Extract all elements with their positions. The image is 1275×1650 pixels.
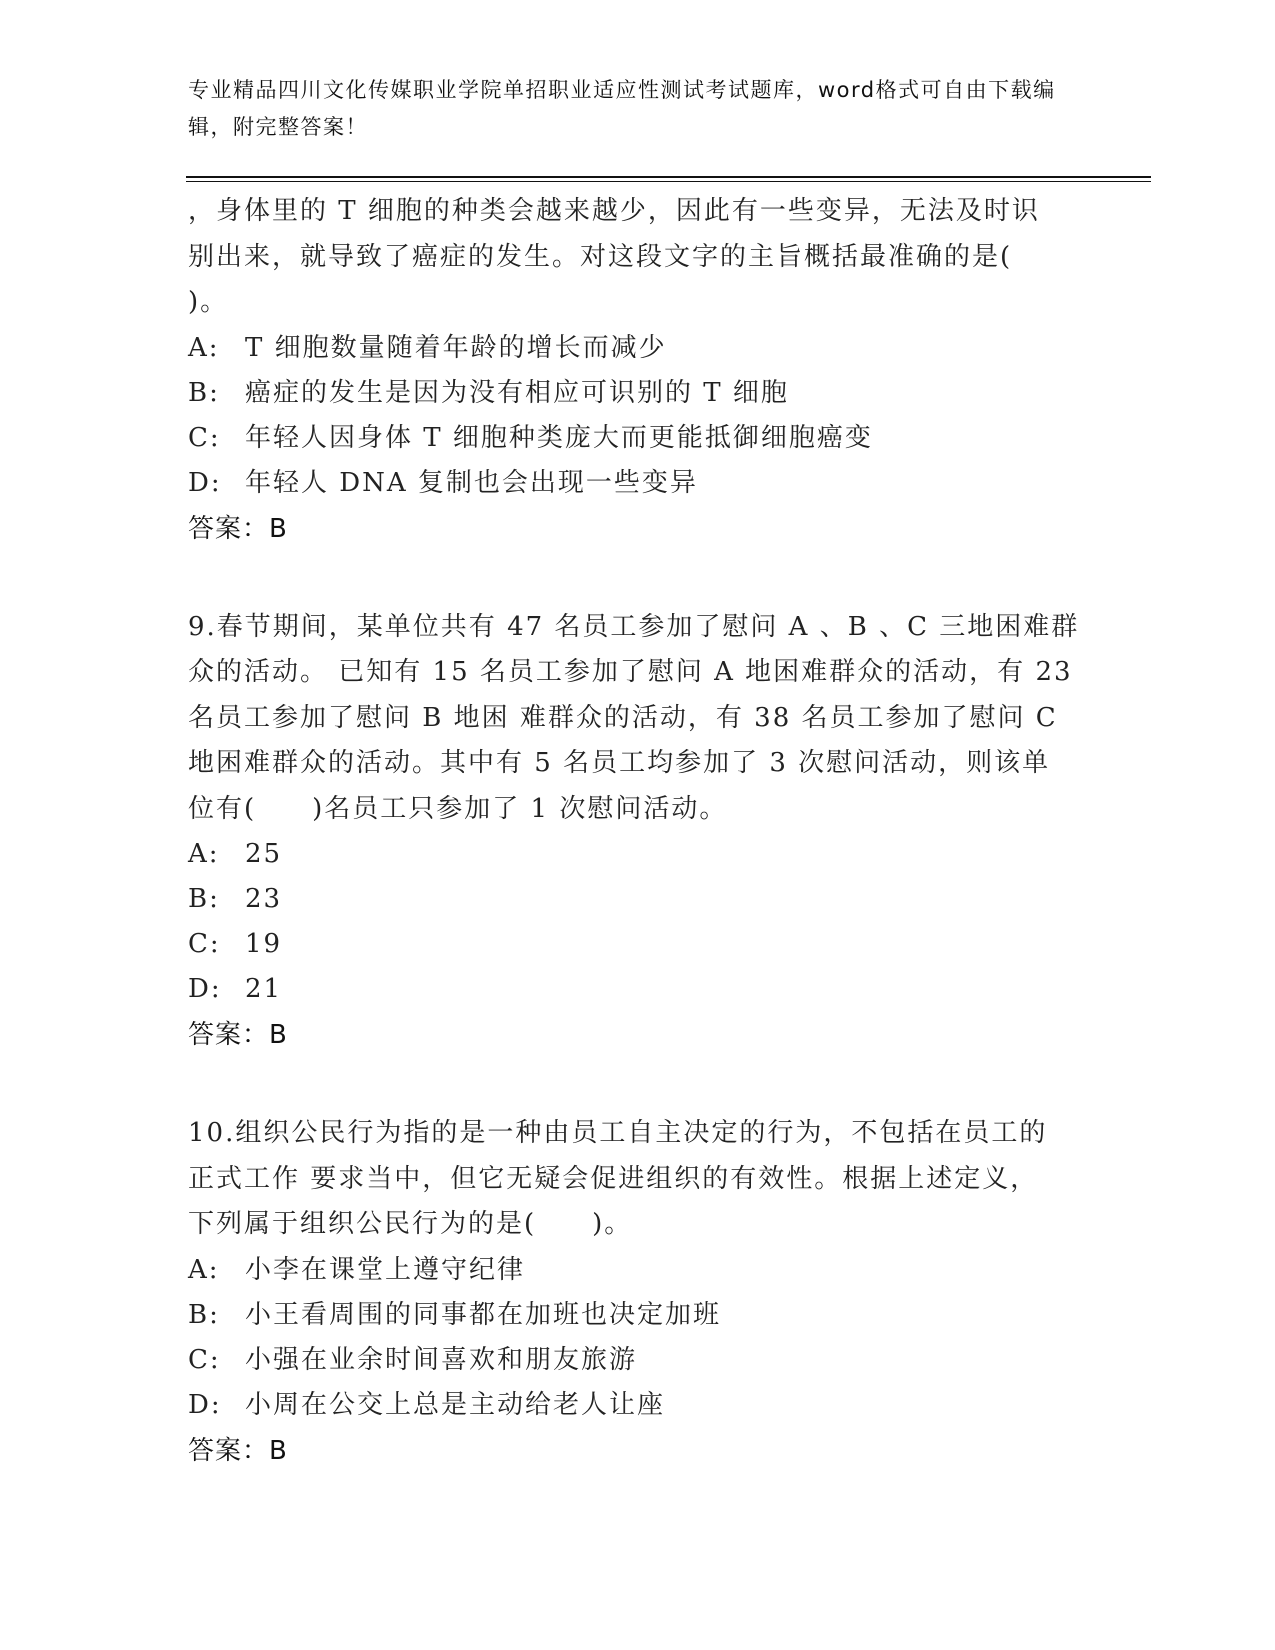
stem-line: 众的活动。 已知有 15 名员工参加了慰问 A 地困难群众的活动，有 23 — [188, 657, 1073, 687]
stem-line: 名员工参加了慰问 B 地困 难群众的活动，有 38 名员工参加了慰问 C — [188, 702, 1058, 733]
option-label: D: — [188, 974, 222, 1004]
option-text: 癌症的发生是因为没有相应可识别的 T 细胞 — [245, 377, 789, 408]
question-block — [188, 189, 1088, 552]
header-rule-thin — [186, 181, 1151, 182]
option-label: D: — [188, 1389, 222, 1420]
option-b — [188, 877, 1088, 922]
option-label: A: — [188, 1254, 220, 1285]
option-d — [188, 1383, 1088, 1428]
option-text: 年轻人 DNA 复制也会出现一些变异 — [245, 467, 698, 498]
option-label: B: — [188, 1299, 220, 1330]
option-a — [188, 1248, 1088, 1293]
question-block — [188, 605, 1088, 1059]
option-b — [188, 1293, 1088, 1338]
option-text: 小王看周围的同事都在加班也决定加班 — [245, 1299, 722, 1330]
option-label: C: — [188, 1344, 221, 1375]
answer: 答案：B — [188, 513, 288, 544]
answer: 答案：B — [188, 1435, 288, 1466]
option-label: B: — [188, 884, 220, 914]
option-text: 年轻人因身体 T 细胞种类庞大而更能抵御细胞癌变 — [245, 422, 873, 453]
question-content — [188, 189, 1088, 1474]
stem-line: )。 — [188, 287, 229, 317]
stem-line: ，身体里的 T 细胞的种类会越来越少，因此有一些变异，无法及时识 — [188, 196, 1040, 226]
option-c — [188, 416, 1088, 461]
option-label: C: — [188, 422, 221, 453]
option-text: 19 — [245, 929, 283, 959]
option-d — [188, 461, 1088, 506]
question-stem — [188, 605, 1088, 833]
option-text: 21 — [245, 974, 283, 1004]
question-stem — [188, 1111, 1088, 1248]
stem-line: 地困难群众的活动。其中有 5 名员工均参加了 3 次慰问活动，则该单 — [188, 748, 1051, 778]
stem-line: 别出来，就导致了癌症的发生。对这段文字的主旨概括最准确的是( — [188, 241, 1013, 272]
option-text: 小周在公交上总是主动给老人让座 — [245, 1389, 666, 1420]
option-label: B: — [188, 377, 220, 408]
option-text: 23 — [245, 884, 283, 914]
option-c — [188, 1338, 1088, 1383]
option-a — [188, 832, 1088, 877]
option-label: D: — [188, 467, 222, 498]
stem-line: 下列属于组织公民行为的是( )。 — [188, 1209, 633, 1239]
page-header: 专业精品四川文化传媒职业学院单招职业适应性测试考试题库，word格式可自由下载编辑，附完整答案！ — [188, 78, 1056, 139]
option-a — [188, 326, 1088, 371]
stem-line: 10.组织公民行为指的是一种由员工自主决定的行为，不包括在员工的 — [188, 1118, 1048, 1148]
option-label: A: — [188, 839, 220, 869]
question-stem — [188, 189, 1088, 326]
stem-line: 位有( )名员工只参加了 1 次慰问活动。 — [188, 793, 728, 824]
option-text: 小李在课堂上遵守纪律 — [245, 1254, 526, 1285]
option-text: 小强在业余时间喜欢和朋友旅游 — [245, 1344, 638, 1375]
stem-line: 9.春节期间，某单位共有 47 名员工参加了慰问 A 、B 、C 三地困难群 — [188, 611, 1080, 642]
option-label: A: — [188, 332, 220, 363]
option-c — [188, 922, 1088, 967]
option-text: T 细胞数量随着年龄的增长而减少 — [245, 332, 667, 363]
question-block — [188, 1111, 1088, 1474]
answer: 答案：B — [188, 1020, 288, 1050]
option-label: C: — [188, 929, 221, 959]
header-rule-thick — [186, 176, 1151, 178]
option-text: 25 — [245, 839, 283, 869]
option-d — [188, 967, 1088, 1012]
option-b — [188, 371, 1088, 416]
stem-line: 正式工作 要求当中，但它无疑会促进组织的有效性。根据上述定义， — [188, 1163, 1039, 1194]
